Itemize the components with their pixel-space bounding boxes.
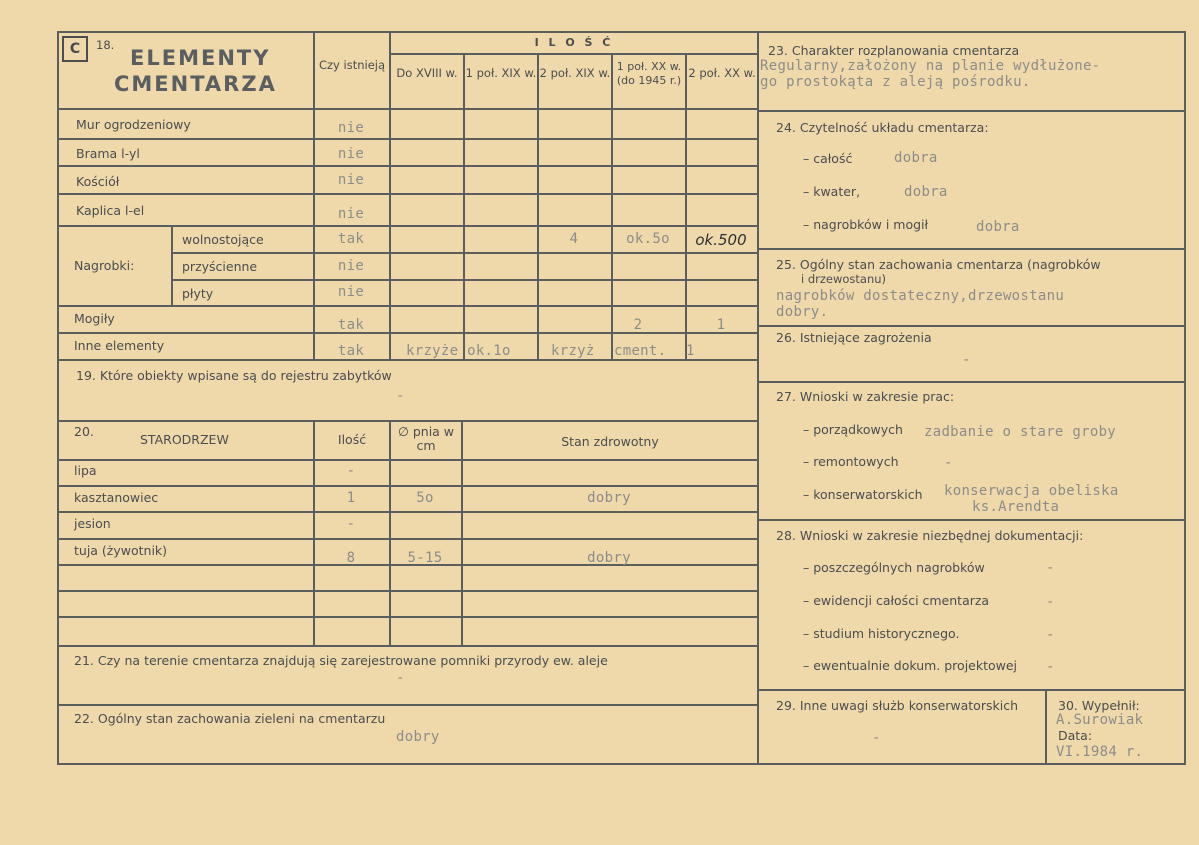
row-exists-value: nie [337, 146, 365, 162]
sub-item-label: – poszczególnych nagrobków [803, 560, 985, 575]
sub-item-label: – studium historycznego. [803, 626, 960, 641]
section-title-line1: ELEMENTY [130, 46, 271, 70]
row-exists-value: nie [337, 172, 365, 188]
filled-by-value: A.Surowiak [1056, 712, 1144, 728]
tree-pnia: 5o [416, 490, 434, 506]
tree-ilosc: 1 [346, 490, 356, 506]
section-29-value: - [872, 730, 881, 746]
sub-item-label: – nagrobków i mogił [803, 217, 929, 232]
column-header-stan: Stan zdrowotny [561, 434, 659, 449]
sub-row-value: ok.5o [626, 231, 670, 247]
sub-item-label: – kwater, [803, 184, 861, 199]
sub-item-value: dobra [904, 184, 948, 200]
row-label: Kościół [76, 174, 120, 189]
sub-row-exists: nie [337, 284, 365, 300]
sub-item-value: - [1046, 560, 1055, 576]
section-number: 20. [74, 424, 94, 439]
tree-pnia: 5-15 [407, 550, 443, 566]
section-25-label-line1: 25. Ogólny stan zachowania cmentarza (nagrobków [776, 257, 1101, 272]
section-28-label: 28. Wnioski w zakresie niezbędnej dokumentacji: [776, 528, 1084, 543]
section-21-value: - [396, 670, 405, 686]
column-header-exists: Czy istnieją [318, 58, 386, 72]
section-23-label: 23. Charakter rozplanowania cmentarza [768, 43, 1020, 58]
row-label: Inne elementy [74, 338, 165, 353]
tree-name: lipa [74, 463, 97, 478]
row-value: cment. [614, 343, 667, 359]
row-label: Mogiły [74, 311, 115, 326]
section-number: 18. [96, 38, 115, 52]
section-25-value-line2: dobry. [776, 304, 829, 320]
section-21-label: 21. Czy na terenie cmentarza znajdują się zarejestrowane pomniki przyrody ew. aleje [74, 653, 608, 668]
row-label: Brama l-yl [76, 146, 140, 161]
sub-item-label: – całość [803, 151, 853, 166]
section-title: STARODRZEW [140, 432, 229, 447]
column-header-c1: Do XVIII w. [396, 66, 458, 80]
row-exists-value: tak [337, 317, 365, 333]
column-header-c2: 1 poł. XIX w. [465, 66, 537, 80]
tree-stan: dobry [587, 550, 631, 566]
sub-row-value: 4 [569, 231, 579, 247]
column-header-c5: 2 poł. XX w. [688, 66, 756, 80]
section-26-label: 26. Istniejące zagrożenia [776, 330, 932, 345]
row-value: krzyże ok.1o [406, 343, 511, 359]
date-value: VI.1984 r. [1056, 744, 1144, 760]
tree-name: kasztanowiec [74, 490, 159, 505]
sub-item-value: - [944, 455, 953, 471]
column-header-pnia: ∅ pnia w cm [397, 424, 455, 453]
sub-item-value: dobra [894, 150, 938, 166]
row-value: 2 [633, 317, 643, 333]
handwritten-value: ok.500 [695, 231, 747, 249]
sub-item-value: - [1046, 594, 1055, 610]
section-27-label: 27. Wnioski w zakresie prac: [776, 389, 955, 404]
sub-item-label: – porządkowych [803, 422, 903, 437]
tree-name: jesion [74, 516, 111, 531]
section-title-line2: CMENTARZA [114, 72, 277, 96]
sub-item-label: – remontowych [803, 454, 899, 469]
section-24-label: 24. Czytelność układu cmentarza: [776, 120, 989, 135]
sub-item-value: - [1046, 659, 1055, 675]
sub-item-value: dobra [976, 219, 1020, 235]
row-label: Mur ogrodzeniowy [76, 117, 191, 132]
section-letter-box: C [62, 36, 88, 62]
sub-row-exists: nie [337, 258, 365, 274]
column-header-c3: 2 poł. XIX w. [539, 66, 611, 80]
section-22-value: dobry [396, 729, 440, 745]
row-value: 1 [686, 343, 695, 359]
sub-row-exists: tak [337, 231, 365, 247]
sub-item-value: konserwacja obeliska [944, 483, 1119, 499]
row-exists-value: nie [337, 206, 365, 222]
section-19-value: - [396, 388, 405, 404]
row-value: krzyż [551, 343, 595, 359]
date-label: Data: [1058, 728, 1093, 743]
section-26-value: - [962, 352, 971, 368]
section-30-label: 30. Wypełnił: [1058, 698, 1140, 713]
section-23-value-line2: go prostokąta z aleją pośrodku. [760, 74, 1031, 90]
row-value: 1 [716, 317, 726, 333]
sub-item-label: – ewentualnie dokum. projektowej [803, 658, 1018, 673]
sub-row-label: wolnostojące [182, 232, 264, 247]
sub-item-value: - [1046, 627, 1055, 643]
tree-name: tuja (żywotnik) [74, 543, 168, 558]
section-25-value-line1: nagrobków dostateczny,drzewostanu [776, 288, 1065, 304]
row-exists-value: tak [337, 343, 365, 359]
tree-ilosc: 8 [346, 550, 356, 566]
sub-item-value-line2: ks.Arendta [972, 499, 1060, 515]
tree-ilosc: - [346, 516, 356, 532]
sub-item-label: – ewidencji całości cmentarza [803, 593, 990, 608]
row-label: Kaplica l-el [76, 203, 145, 218]
tree-ilosc: - [346, 463, 356, 479]
tree-stan: dobry [587, 490, 631, 506]
column-header-ilosc: Ilość [337, 432, 367, 447]
sub-item-label: – konserwatorskich [803, 487, 923, 502]
nagrobki-label: Nagrobki: [74, 258, 135, 273]
sub-row-label: płyty [182, 286, 214, 301]
row-exists-value: nie [337, 120, 365, 136]
sub-item-value: zadbanie o stare groby [924, 424, 1117, 440]
column-header-ilosc: I L O Ś Ć [534, 36, 614, 49]
section-25-label-line2: i drzewostanu) [801, 272, 887, 286]
section-23-value-line1: Regularny,założony na planie wydłużone- [760, 58, 1101, 74]
column-header-c4: 1 poł. XX w. (do 1945 r.) [616, 60, 682, 87]
section-29-label: 29. Inne uwagi służb konserwatorskich [776, 698, 1018, 713]
section-19-label: 19. Które obiekty wpisane są do rejestru zabytków [76, 368, 392, 383]
section-22-label: 22. Ogólny stan zachowania zieleni na cmentarzu [74, 711, 386, 726]
sub-row-label: przyścienne [182, 259, 258, 274]
